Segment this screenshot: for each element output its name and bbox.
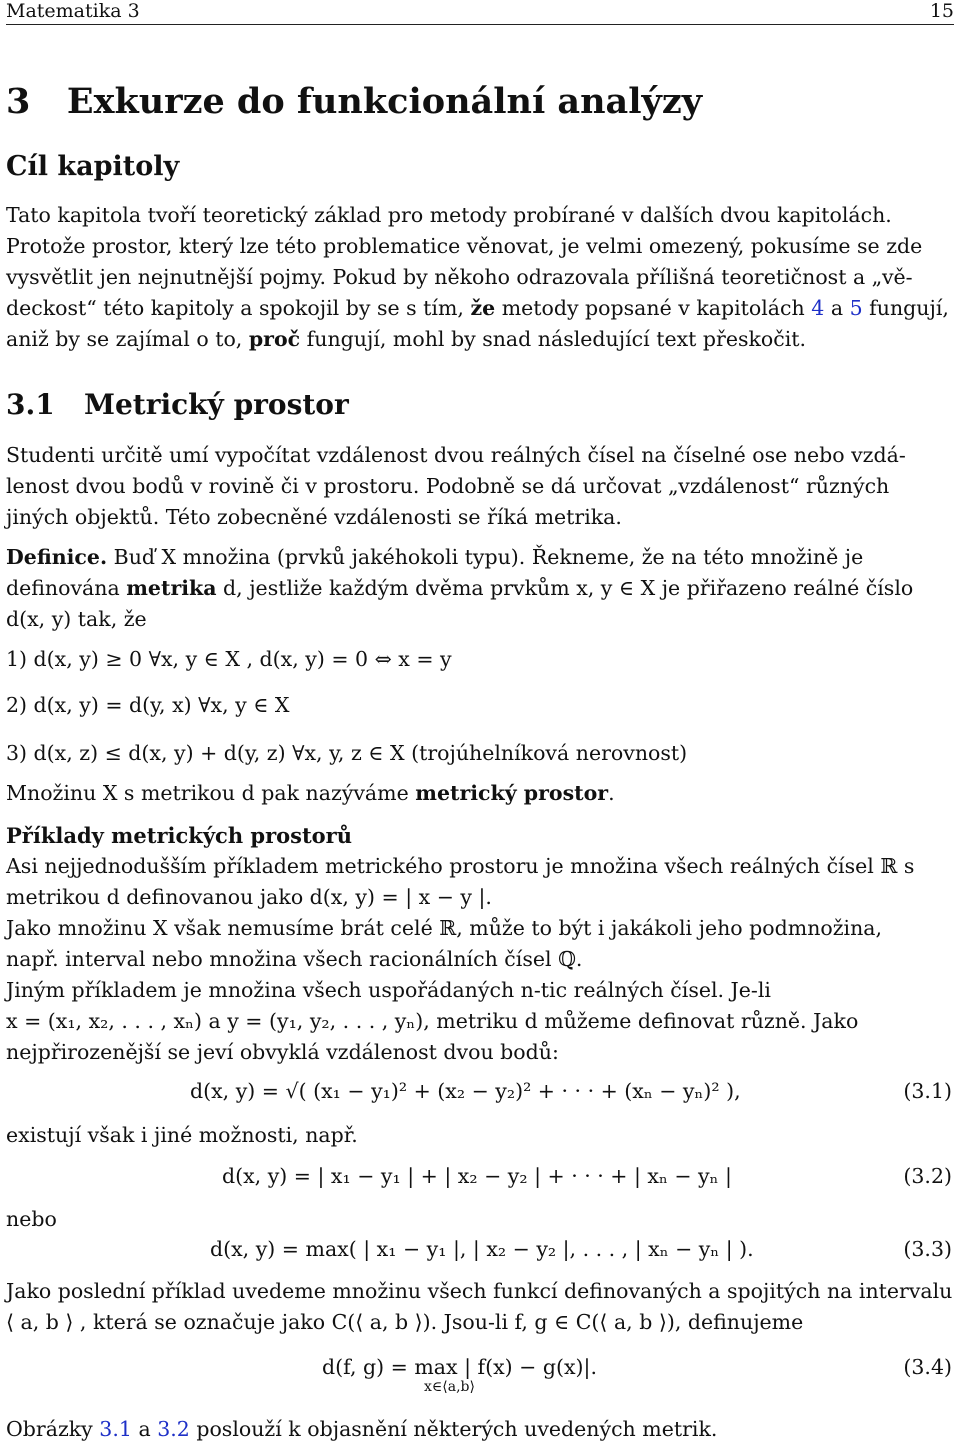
section-intro [6, 440, 956, 533]
intro-line-1: Studenti určitě umí vypočítat vzdálenost dvou reálných čísel na číselné ose nebo vzdá- [6, 443, 906, 467]
intro-line-2: lenost dvou bodů v rovině či v prostoru. Podobně se dá určovat „vzdálenost“ různých [6, 474, 890, 498]
axiom-3: 3) d(x, z) ≤ d(x, y) + d(y, z) ∀x, y, z ∈ X (trojúhelníková nerovnost) [6, 741, 688, 765]
text-other-options: existují však i jiné možnosti, např. [6, 1123, 358, 1147]
equation-3-2: d(x, y) = | x₁ − y₁ | + | x₂ − y₂ | + · · · + | xₙ − yₙ | [222, 1164, 732, 1188]
examples-paragraph [6, 851, 956, 1068]
examples-line-3: Jako množinu X však nemusíme brát celé ℝ, může to být i jakákoli jeho podmnožina, [6, 916, 883, 940]
intro-line-3: jiných objektů. Této zobecněné vzdálenosti se říká metrika. [6, 505, 622, 529]
chapter-heading [6, 82, 956, 122]
function-line-1: Jako poslední příklad uvedeme množinu všech funkcí definovaných a spojitých na intervalu [6, 1279, 953, 1303]
closing-text: poslouží k objasnění některých uvedených metrik. [196, 1417, 718, 1441]
axiom-1: 1) d(x, y) ≥ 0 ∀x, y ∈ X , d(x, y) = 0 ⇔ x = y [6, 647, 452, 671]
goal-heading: Cíl kapitoly [6, 151, 180, 182]
goal-text: metody popsané v kapitolách [501, 296, 805, 320]
equation-number-3-4: (3.4) [903, 1355, 952, 1379]
examples-line-4: např. interval nebo množina všech racionálních čísel ℚ. [6, 947, 583, 971]
goal-text: aniž by se zajímal o to, [6, 327, 243, 351]
goal-line-5 [6, 324, 956, 355]
closing-text: Obrázky [6, 1417, 93, 1441]
examples-line-2: metrikou d definovanou jako d(x, y) = | x − y |. [6, 885, 492, 909]
equation-number-3-1: (3.1) [903, 1079, 952, 1103]
chapter-number: 3 [6, 81, 31, 122]
axiom-2: 2) d(x, y) = d(y, x) ∀x, y ∈ X [6, 693, 290, 717]
goal-text: deckost“ této kapitoly a spokojil by se s tím, [6, 296, 464, 320]
equation-number-3-2: (3.2) [903, 1164, 952, 1188]
examples-line-1: Asi nejjednodušším příkladem metrického prostoru je množina všech reálných čísel ℝ s [6, 854, 915, 878]
running-header [6, 0, 954, 25]
definition-text: Buď X množina (prvků jakéhokoli typu). Řekneme, že na této množině je [113, 545, 864, 569]
chapter-link-5[interactable]: 5 [849, 296, 863, 320]
figure-link-3-2[interactable]: 3.2 [157, 1417, 190, 1441]
equation-number-3-3: (3.3) [903, 1237, 952, 1261]
equation-3-4: d(f, g) = max | f(x) − g(x)|. [322, 1355, 597, 1379]
chapter-title: Exkurze do funkcionální analýzy [66, 81, 703, 122]
figure-link-3-1[interactable]: 3.1 [99, 1417, 132, 1441]
goal-bold: že [470, 296, 496, 320]
function-line-2: ⟨ a, b ⟩ , která se označuje jako C(⟨ a, b ⟩). Jsou-li f, g ∈ C(⟨ a, b ⟩), definujeme [6, 1310, 804, 1334]
equation-3-3: d(x, y) = max( | x₁ − y₁ |, | x₂ − y₂ |, . . . , | xₙ − yₙ | ). [210, 1237, 754, 1261]
closing-term: metrický prostor [415, 781, 609, 805]
definition-line-3: d(x, y) tak, že [6, 607, 147, 631]
definition-line-1 [6, 542, 956, 573]
definition-term: metrika [126, 576, 217, 600]
definition-label: Definice. [6, 545, 108, 569]
examples-line-7: nejpřirozenější se jeví obvyklá vzdálenost dvou bodů: [6, 1040, 559, 1064]
examples-heading: Příklady metrických prostorů [6, 823, 353, 848]
goal-line-3: vysvětlit jen nejnutnější pojmy. Pokud by někoho odrazovala přílišná teoretičnost a „vě- [6, 265, 913, 289]
closing-text: Množinu X s metrikou d pak nazýváme [6, 781, 409, 805]
definition-text: d, jestliže každým dvěma prvkům x, y ∈ X je přiřazeno reálné číslo [223, 576, 914, 600]
goal-text: fungují, [869, 296, 949, 320]
goal-text: fungují, mohl by snad následující text přeskočit. [306, 327, 807, 351]
equation-3-1: d(x, y) = √( (x₁ − y₁)² + (x₂ − y₂)² + · · · + (xₙ − yₙ)² ), [190, 1079, 741, 1103]
definition-line-2 [6, 573, 956, 604]
section-number: 3.1 [6, 388, 55, 421]
goal-paragraph [6, 200, 956, 355]
chapter-link-4[interactable]: 4 [811, 296, 825, 320]
goal-line-1: Tato kapitola tvoří teoretický základ pro metody probírané v dalších dvou kapitolách. [6, 203, 892, 227]
closing-text: a [138, 1417, 151, 1441]
closing-paragraph [6, 1414, 956, 1445]
text-or: nebo [6, 1207, 57, 1231]
function-space-paragraph [6, 1276, 956, 1338]
examples-line-5: Jiným příkladem je množina všech uspořádaných n-tic reálných čísel. Je-li [6, 978, 771, 1002]
equation-3-4-subscript: x∈⟨a,b⟩ [424, 1379, 475, 1395]
definition-text: definována [6, 576, 120, 600]
section-title: Metrický prostor [83, 388, 349, 421]
goal-text: a [830, 296, 844, 320]
goal-bold: proč [248, 327, 301, 351]
goal-line-4 [6, 293, 956, 324]
page-number: 15 [929, 0, 954, 22]
running-title: Matematika 3 [6, 0, 140, 22]
definition-closing [6, 778, 956, 809]
goal-line-2: Protože prostor, který lze této problematice věnovat, je velmi omezený, pokusíme se zde [6, 234, 923, 258]
examples-line-6: x = (x₁, x₂, . . . , xₙ) a y = (y₁, y₂, . . . , yₙ), metriku d můžeme definovat různě. Jako [6, 1009, 859, 1033]
section-heading [6, 388, 956, 422]
closing-period: . [608, 781, 615, 805]
definition-block [6, 542, 956, 635]
